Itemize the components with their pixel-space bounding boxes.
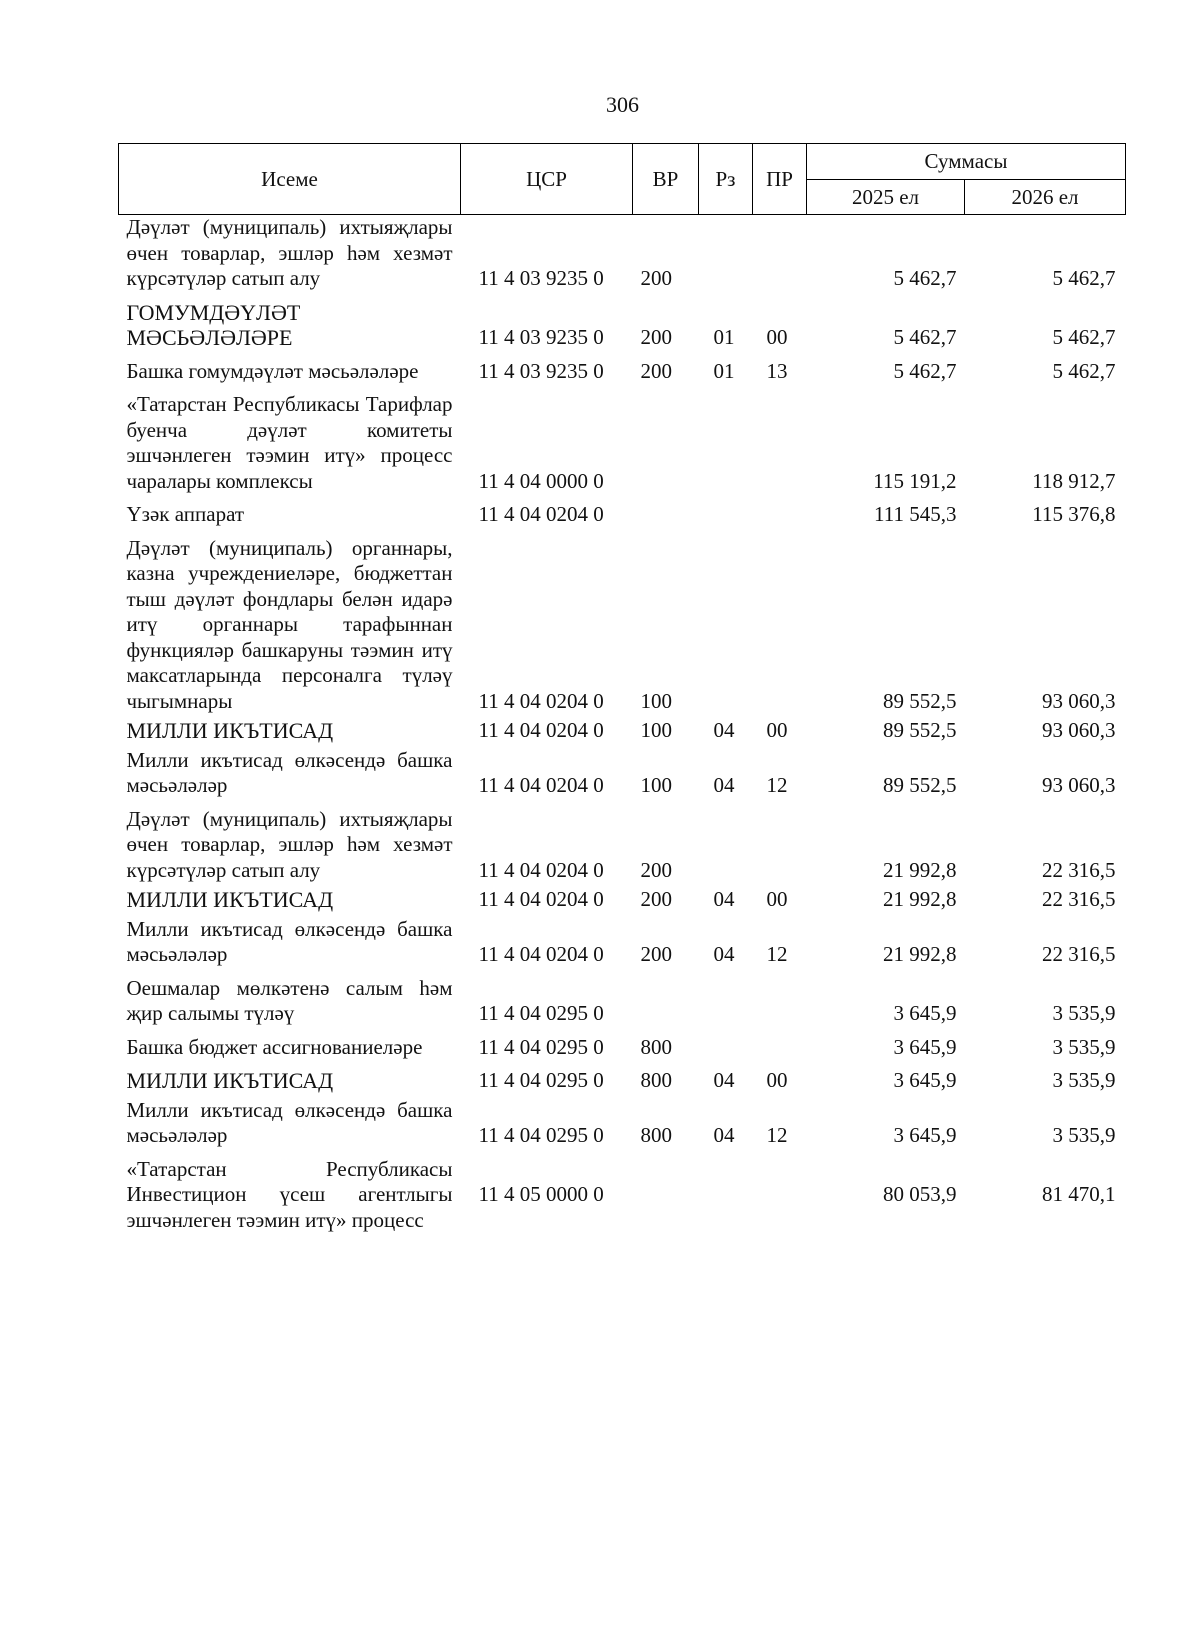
row-vr: 200: [640, 887, 672, 911]
row-name: Милли икътисад өлкәсендә башка мәсьәләләр: [126, 916, 453, 966]
row-pr: 00: [766, 887, 788, 911]
row-csr: 11 4 03 9235 0: [478, 358, 604, 383]
row-sum-2026: 3 535,9: [1052, 1068, 1116, 1092]
row-rz: [699, 1035, 753, 1065]
row-rz: [699, 502, 753, 532]
row-csr: 11 4 03 9235 0: [478, 325, 604, 349]
header-csr: ЦСР: [461, 144, 633, 215]
row-sum-2026: 5 462,7: [1052, 358, 1116, 383]
table-row: [119, 536, 1126, 719]
row-sum-2026: 118 912,7: [1032, 468, 1116, 493]
table-row: [119, 300, 1126, 355]
row-sum-2026: 22 316,5: [1042, 887, 1116, 911]
table-row: [119, 1157, 1126, 1238]
table-row: [119, 1035, 1126, 1065]
row-rz: [699, 536, 753, 719]
row-pr: 00: [766, 325, 788, 349]
row-vr: [633, 392, 699, 498]
table-row: [119, 748, 1126, 803]
row-name: «Татарстан Республикасы Инвестицион үсеш агентлыгы эшчәнлеген тәэмин итү» процесс: [126, 1156, 453, 1232]
row-rz: [699, 215, 753, 296]
row-rz: 04: [713, 1123, 735, 1147]
row-sum-2025: 21 992,8: [883, 857, 957, 882]
table-row: [119, 502, 1126, 532]
row-sum-2026: 93 060,3: [1042, 718, 1116, 742]
row-vr: [633, 502, 699, 532]
row-name: МИЛЛИ ИКЪТИСАД: [126, 1068, 334, 1093]
row-sum-2025: 5 462,7: [893, 266, 957, 290]
table-row: [119, 1098, 1126, 1153]
row-pr: [753, 1157, 807, 1238]
row-csr: 11 4 04 0000 0: [478, 468, 604, 493]
row-name: Дәүләт (муниципаль) органнары, казна учреждениеләре, бюджеттан тыш дәүләт фондлары белән идарә итү органнары тарафыннан функцияләр башкаруны тәэмин итү максатларында персоналга түләү чыгымнары: [126, 535, 453, 713]
row-vr: 800: [640, 1068, 672, 1092]
row-sum-2026: 81 470,1: [1042, 1182, 1116, 1206]
row-rz: 04: [713, 718, 735, 742]
row-vr: [633, 1157, 699, 1238]
row-vr: 100: [640, 718, 672, 742]
row-name: Башка гомумдәүләт мәсьәләләре: [126, 358, 419, 383]
row-vr: 200: [640, 266, 672, 290]
header-vr: ВР: [633, 144, 699, 215]
row-sum-2026: 22 316,5: [1042, 857, 1116, 882]
row-sum-2025: 21 992,8: [883, 942, 957, 966]
row-name: Үзәк аппарат: [126, 502, 245, 526]
row-rz: 04: [713, 773, 735, 797]
table-header: [119, 144, 1126, 215]
header-year-2026: 2026 ел: [965, 180, 1126, 215]
row-sum-2026: 3 535,9: [1052, 1001, 1116, 1025]
row-csr: 11 4 04 0204 0: [478, 887, 604, 911]
row-sum-2025: 21 992,8: [883, 887, 957, 911]
table-row: [119, 392, 1126, 498]
row-name: МИЛЛИ ИКЪТИСАД: [126, 887, 334, 912]
table-row: [119, 359, 1126, 389]
page-number: 306: [606, 92, 639, 117]
row-vr: 100: [640, 773, 672, 797]
row-sum-2026: 3 535,9: [1052, 1123, 1116, 1147]
row-sum-2025: 3 645,9: [893, 1001, 957, 1025]
row-sum-2025: 80 053,9: [883, 1182, 957, 1206]
row-sum-2025: 3 645,9: [893, 1068, 957, 1092]
row-rz: [699, 1157, 753, 1238]
row-name: Дәүләт (муниципаль) ихтыяҗлары өчен товарлар, эшләр һәм хезмәт күрсәтүләр сатып алу: [126, 806, 453, 882]
row-csr: 11 4 04 0204 0: [478, 857, 604, 882]
row-csr: 11 4 04 0295 0: [478, 1001, 604, 1025]
row-pr: 00: [766, 718, 788, 742]
table-body: [119, 215, 1126, 1238]
row-sum-2026: 115 376,8: [1032, 502, 1116, 526]
row-pr: [753, 392, 807, 498]
row-pr: 12: [766, 1123, 788, 1147]
row-csr: 11 4 05 0000 0: [478, 1182, 604, 1206]
row-name: ГОМУМДӘҮЛӘТ МӘСЬӘЛӘЛӘРЕ: [126, 299, 301, 350]
row-sum-2026: 3 535,9: [1052, 1034, 1116, 1059]
row-sum-2025: 3 645,9: [893, 1034, 957, 1059]
row-rz: 04: [713, 1068, 735, 1092]
header-pr: ПР: [753, 144, 807, 215]
row-pr: 12: [766, 942, 788, 966]
row-rz: [699, 392, 753, 498]
row-vr: 200: [640, 325, 672, 349]
header-name: Исеме: [119, 144, 461, 215]
row-sum-2025: 111 545,3: [874, 502, 957, 526]
table-row: [119, 917, 1126, 972]
row-rz: 01: [713, 325, 735, 349]
row-pr: 00: [766, 1068, 788, 1092]
row-sum-2025: 89 552,5: [883, 718, 957, 742]
row-name: Милли икътисад өлкәсендә башка мәсьәләләр: [126, 1097, 453, 1147]
row-pr: [753, 1035, 807, 1065]
table-row: [119, 1068, 1126, 1098]
row-name: Башка бюджет ассигнованиеләре: [126, 1034, 423, 1059]
row-vr: 200: [640, 857, 672, 882]
row-csr: 11 4 04 0295 0: [478, 1068, 604, 1092]
row-vr: 800: [640, 1034, 672, 1059]
row-sum-2026: 93 060,3: [1042, 688, 1116, 713]
row-sum-2026: 5 462,7: [1052, 266, 1116, 290]
row-csr: 11 4 04 0204 0: [478, 502, 604, 526]
row-vr: 800: [640, 1123, 672, 1147]
row-sum-2025: 89 552,5: [883, 688, 957, 713]
table-row: [119, 887, 1126, 917]
row-pr: [753, 807, 807, 888]
row-pr: [753, 976, 807, 1031]
row-rz: 04: [713, 942, 735, 966]
table-row: [119, 718, 1126, 748]
row-csr: 11 4 03 9235 0: [478, 266, 604, 290]
row-pr: [753, 502, 807, 532]
table-row: [119, 807, 1126, 888]
row-sum-2025: 115 191,2: [873, 468, 957, 493]
row-name: Оешмалар мөлкәтенә салым һәм җир салымы түләү: [126, 975, 453, 1025]
row-pr: [753, 536, 807, 719]
row-vr: 200: [640, 942, 672, 966]
row-csr: 11 4 04 0204 0: [478, 688, 604, 713]
row-rz: [699, 807, 753, 888]
row-pr: 12: [766, 773, 788, 797]
row-vr: 100: [640, 688, 672, 713]
row-sum-2026: 22 316,5: [1042, 942, 1116, 966]
row-csr: 11 4 04 0204 0: [478, 773, 604, 797]
table-row: [119, 215, 1126, 296]
header-year-2025: 2025 ел: [807, 180, 965, 215]
row-vr: [633, 976, 699, 1031]
budget-table: [118, 143, 1126, 1237]
row-rz: 04: [713, 887, 735, 911]
row-sum-2026: 93 060,3: [1042, 773, 1116, 797]
row-pr: [753, 215, 807, 296]
row-csr: 11 4 04 0204 0: [478, 942, 604, 966]
row-rz: 01: [713, 358, 735, 383]
row-sum-2026: 5 462,7: [1052, 325, 1116, 349]
row-name: Милли икътисад өлкәсендә башка мәсьәләләр: [126, 747, 453, 797]
row-rz: [699, 976, 753, 1031]
row-pr: 13: [766, 358, 788, 383]
row-csr: 11 4 04 0295 0: [478, 1034, 604, 1059]
row-csr: 11 4 04 0204 0: [478, 718, 604, 742]
row-vr: 200: [640, 358, 672, 383]
row-name: МИЛЛИ ИКЪТИСАД: [126, 718, 334, 743]
row-sum-2025: 3 645,9: [893, 1123, 957, 1147]
row-sum-2025: 5 462,7: [893, 358, 957, 383]
header-sums: Суммасы: [807, 144, 1126, 180]
table-row: [119, 976, 1126, 1031]
row-sum-2025: 5 462,7: [893, 325, 957, 349]
row-name: «Татарстан Республикасы Тарифлар буенча дәүләт комитеты эшчәнлеген тәэмин итү» процесс чаралары комплексы: [126, 392, 453, 493]
row-sum-2025: 89 552,5: [883, 773, 957, 797]
row-name: Дәүләт (муниципаль) ихтыяҗлары өчен товарлар, эшләр һәм хезмәт күрсәтүләр сатып алу: [126, 215, 453, 290]
header-rz: Рз: [699, 144, 753, 215]
row-csr: 11 4 04 0295 0: [478, 1123, 604, 1147]
